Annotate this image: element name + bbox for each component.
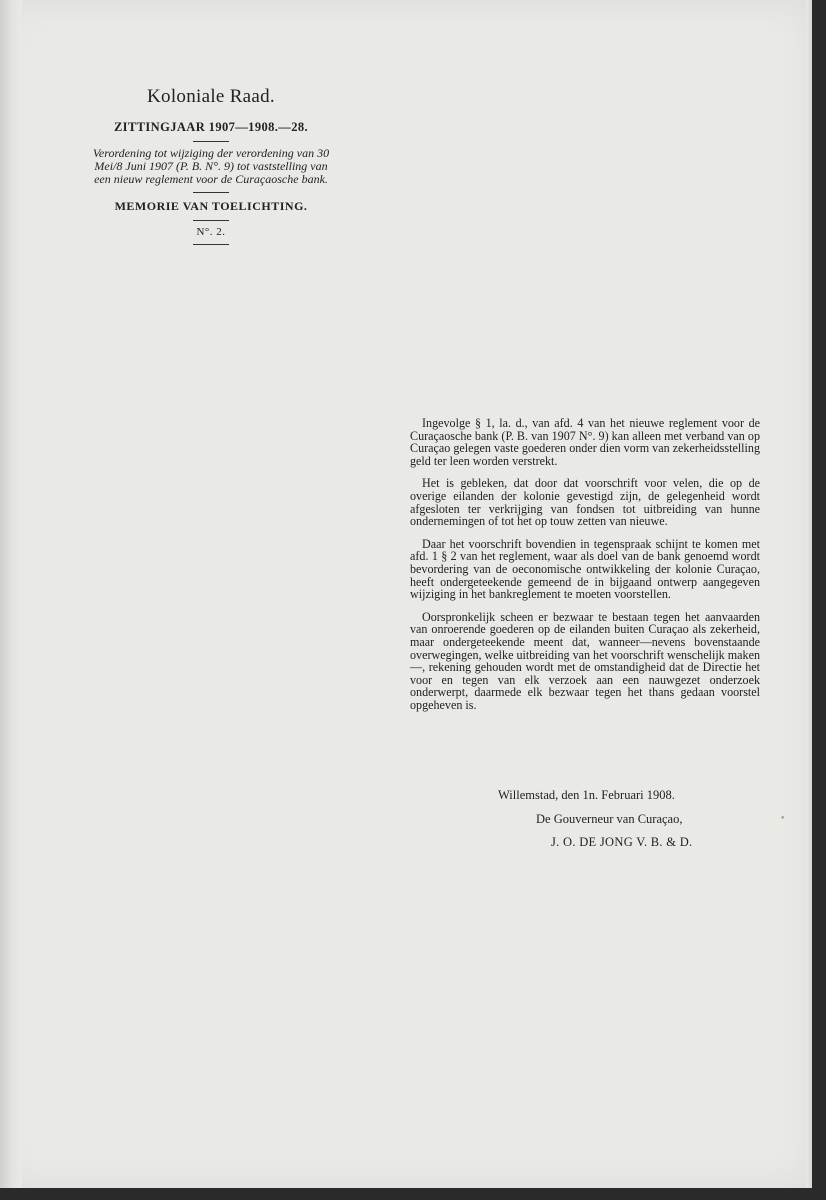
signatory-name: J. O. DE JONG V. B. & D. xyxy=(551,835,693,849)
binding-edge xyxy=(0,0,22,1188)
subject-text: Verordening tot wijziging der verordening van 30 Mei/8 Juni 1907 (P. B. N°. 9) tot vaststelling van een nieuw reglement voor de Curaçaosche bank. xyxy=(92,146,330,186)
session-line: ZITTINGJAAR 1907—1908.—28. xyxy=(113,120,309,134)
paragraph: Het is gebleken, dat door dat voorschrift voor velen, die op de overige eilanden der kolonie gevestigd zijn, de gelegenheid wordt afgesloten ter verkrijging van fondsen tot uitbreiding van hunne ondernemingen of tot het op touw zetten van nieuwe. xyxy=(410,476,760,529)
council-title: Koloniale Raad. xyxy=(147,86,275,107)
paragraph: Oorspronkelijk scheen er bezwaar te bestaan tegen het aanvaarden van onroerende goederen op de eilanden buiten Curaçao als zekerheid, maar ondergeteekende meent dat, wanneer—nevens bovenstaande overwegingen, welke uitbreiding van het voorschrift wenschelijk maken—, rekening gehouden wordt met de omstandigheid dat de Directie het voor en tegen van elk verzoek aan een nauwgezet onderzoek onderwerpt, daarmede elk bezwaar tegen het thans gedaan voorstel opgeheven is. xyxy=(410,609,760,712)
paper-speck: • xyxy=(780,814,786,824)
page-edge xyxy=(806,0,812,1188)
document-number: N°. 2. xyxy=(196,226,226,238)
signatory-role: De Gouverneur van Curaçao, xyxy=(536,812,683,826)
explanatory-text xyxy=(410,417,760,721)
document-header xyxy=(80,86,342,250)
paragraph: Ingevolge § 1, la. d., van afd. 4 van het nieuwe reglement voor de Curaçaosche bank (P. B. van 1907 N°. 9) kan alleen met verband van op Curaçao gelegen vaste goederen onder dien vorm van zekerheidsstelling geld ter leen worden verstrekt. xyxy=(410,416,760,468)
memorie-title: MEMORIE VAN TOELICHTING. xyxy=(114,199,308,213)
divider xyxy=(193,244,229,245)
divider xyxy=(193,220,229,221)
divider xyxy=(193,192,229,193)
place-date: Willemstad, den 1n. Februari 1908. xyxy=(498,788,675,802)
divider xyxy=(193,141,229,142)
paragraph: Daar het voorschrift bovendien in tegenspraak schijnt te komen met afd. 1 § 2 van het reglement, waar als doel van de bank genoemd wordt bevordering van de oeconomische ontwikkeling der kolonie Curaçao, heeft ondergeteekende gemeend de in bijgaand ontwerp aangegeven wijziging in het bankreglement te moeten voorstellen. xyxy=(410,536,760,602)
